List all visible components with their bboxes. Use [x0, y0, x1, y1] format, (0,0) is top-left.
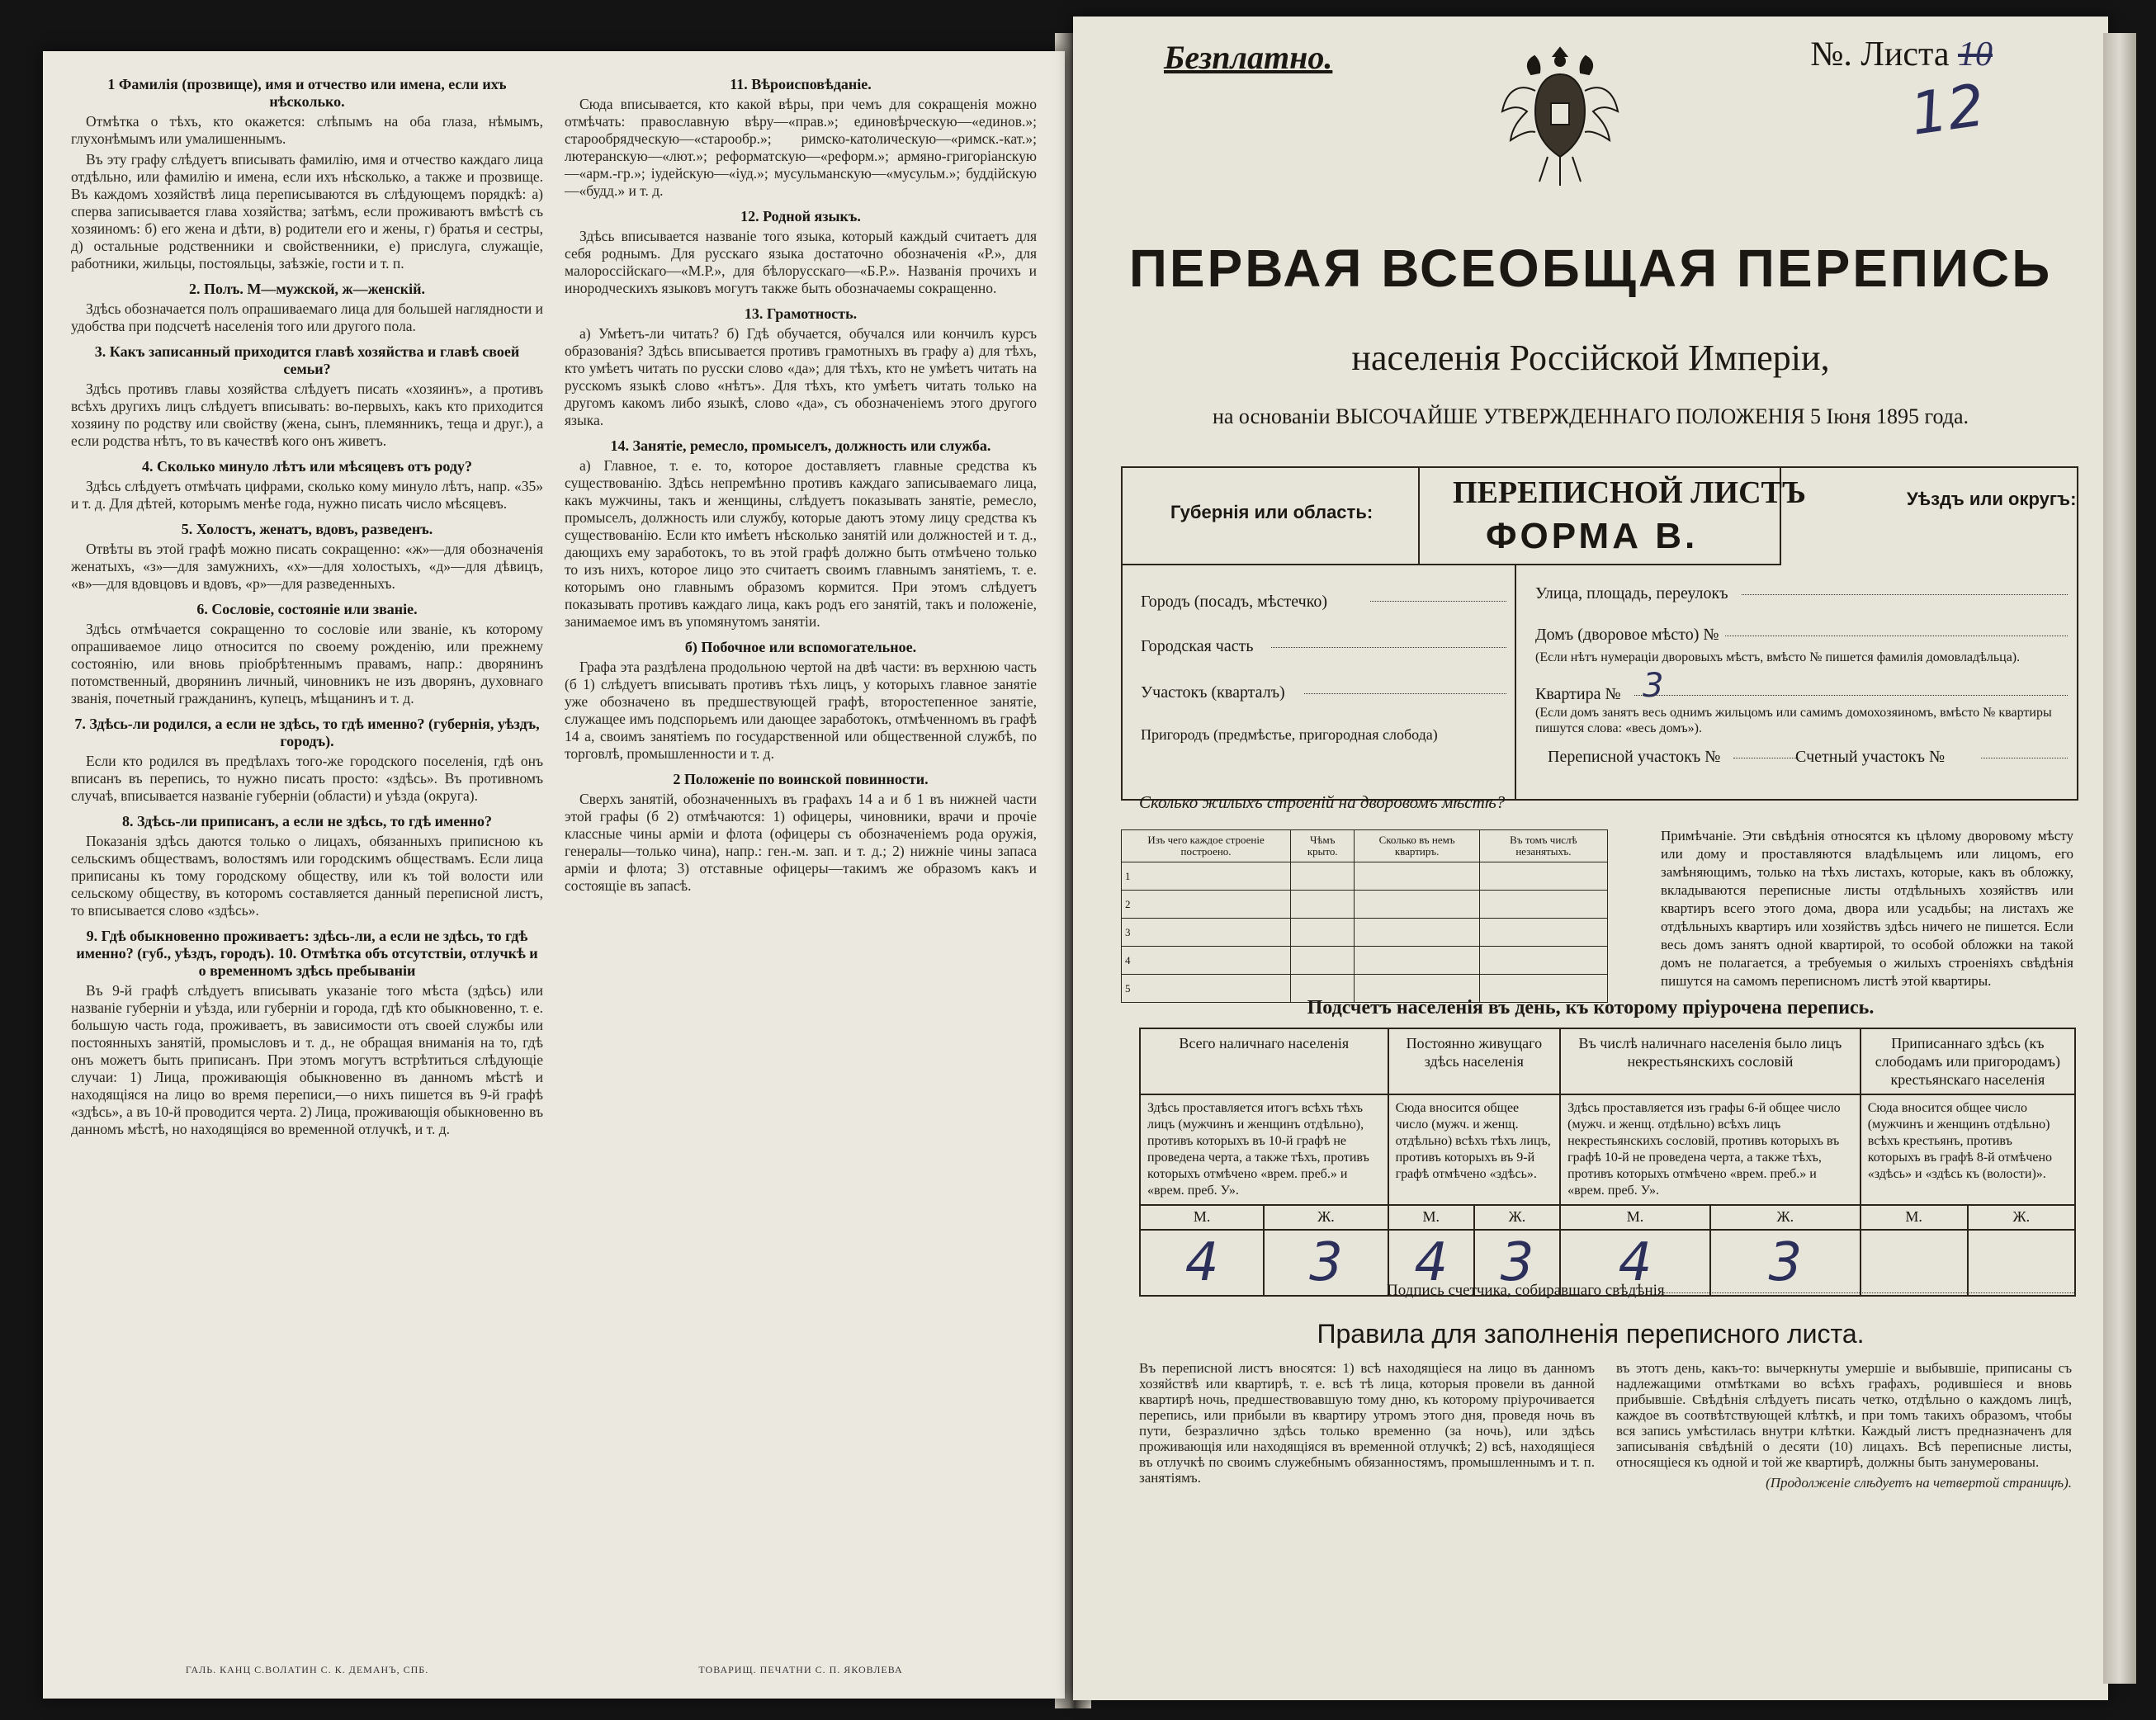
section-text: Графа эта раздѣлена продольною чертой на двѣ части: въ верхнюю часть (б 1) слѣдуетъ вписывать противъ тѣхъ лицъ, у которыхъ главное занятіе уже обозначено въ предшествующей графѣ, второстепенное занятіе, служащее имъ подспорьемъ или дающее заработокъ, отмѣченномъ въ графѣ 14 а, своимъ занятіемъ по государственной или общественной службѣ, по торговлѣ, промышленности и т. д. — [565, 659, 1037, 762]
section-text: Сюда вписывается, кто какой вѣры, при чемъ для сокращенія можно отмѣчать: православную вѣру—«прав.»; единовѣрческую—«единов.»; старообрядческую—«старообр.»; римско-католическую—«римск.-кат.»; лютеранскую—«лют.»; реформатскую—«реформ.»; армяно-григоріанскую—«арм.-гр.»; іудейскую—«іуд.»; мусульманскую—«мусульм.»; буддійскую—«будд.» и т. д. — [565, 96, 1037, 199]
section-text: Отмѣтка о тѣхъ, кто окажется: слѣпымъ на оба глаза, нѣмымъ, глухонѣмымъ или умалишеннымъ. — [71, 113, 543, 147]
section-text: Въ 9-й графѣ слѣдуетъ вписывать указаніе того мѣста (здѣсь) или названіе губерніи и уѣзда, или губерніи и города, гдѣ кто обыкновенно, т. е. большую часть года, проживаетъ, въ зависимости отъ своей службы или постоянныхъ занятій, промысловъ и т. д., не обращая вниманія на то, гдѣ онъ можетъ быть приписанъ. При этомъ могутъ встрѣтиться слѣдующіе случаи: 1) Лица, проживающія обыкновенно въ данномъ мѣстѣ и находящіяся на лицо во время переписи,—о нихъ пишется въ 9-й графѣ «здѣсь», а въ 10-й проводится черта. 2) Лица, проживающія обыкновенно въ данномъ мѣстѣ, но находящіяся во временной отлучкѣ, и т. д. — [71, 982, 543, 1137]
buildings-row — [1122, 862, 1608, 891]
section-text: Показанія здѣсь даются только о лицахъ, обязанныхъ приписною къ сельскимъ обществамъ, волостямъ или городскимъ обществамъ. Если лица приписаны къ тому городскому обществу, или къ той волости или сельскому обществу, въ которомъ составляется данный переписной листъ, то вписывается слово «здѣсь». — [71, 833, 543, 919]
buildings-row — [1122, 947, 1608, 975]
rules-continued: (Продолженіе слѣдуетъ на четвертой страницѣ). — [1766, 1475, 2072, 1491]
section-text: Въ эту графу слѣдуетъ вписывать фамилію, имя и отчество каждаго лица отдѣльно, или фамилію и имена, если ихъ нѣсколько, а также и прозвище. Въ каждомъ хозяйствѣ лица переписываются въ слѣдующемъ порядкѣ: а) сперва записывается глава хозяйства; затѣмъ, если проживаютъ вмѣстѣ съ хозяиномъ: б) его жена и дѣти, в) родители его и жены, г) братья и сестры, д) остальные родственники и свойственники, е) прислуга, служащіе, работники, жильцы, постояльцы, заѣзжіе, гости и т. п. — [71, 151, 543, 272]
rules-title: Правила для заполненія переписного листа. — [1317, 1319, 1865, 1349]
suburb-label: Пригородъ (предмѣстье, пригородная слобода) — [1141, 726, 1438, 743]
buildings-cell — [1355, 862, 1479, 891]
female-count: 3 — [1710, 1230, 1860, 1296]
section-heading: 4. Сколько минуло лѣтъ или мѣсяцевъ отъ роду? — [142, 458, 472, 475]
city-field — [1370, 601, 1506, 602]
male-label: М. — [1140, 1205, 1264, 1230]
apartment-field — [1634, 695, 2068, 696]
rules-column-2-text: въ этотъ день, какъ-то: вычеркнуты умершіе и выбывшіе, приписаны съ надлежащими отмѣтками во всѣхъ графахъ, родившіеся и вновь прибывшіе. Свѣдѣнія слѣдуетъ писать четко, отдѣльно о каждомъ лицѣ, каждое въ соотвѣтствующей клѣткѣ, и при томъ такихъ образомъ, чтобы вся запись умѣстилась внутри клѣтки. Каждый листъ предназначенъ для записыванія свѣдѣній о десяти (10) лицахъ. Всѣ переписные листы, относящіеся къ одной и той же квартирѣ, должны быть занумерованы. — [1616, 1360, 2072, 1470]
buildings-row — [1122, 919, 1608, 947]
population-column-description: Здѣсь проставляется изъ графы 6-й общее число (мужч. и женщ. отдѣльно) всѣхъ лицъ некрестьянскихъ сословій, противъ которыхъ въ графѣ 10-й не проведена черта, а также тѣхъ, противъ которыхъ отмѣчено «врем. преб.» и «врем. преб. У». — [1560, 1094, 1860, 1205]
apartment-value: 3 — [1643, 667, 1664, 705]
section-text: а) Главное, т. е. то, которое доставляетъ главные средства къ существованію. Здѣсь непремѣнно противъ каждаго записываемаго лица, какъ мужчины, такъ и женщины, слѣдуетъ показывать занятіе, ремесло, промыселъ, должность или службу, которые даютъ этому лицу средства къ существованію. Если кто имѣетъ нѣсколько занятій или должностей и т. д., дающихъ ему заработокъ, то въ этой графѣ должно быть отмѣчено только то изъ нихъ, которое лицо это считаетъ своимъ главнымъ занятіемъ, т. е. которымъ оно главнымъ образомъ кормится. При этомъ слѣдуетъ показывать противъ каждаго лица, какъ родъ его занятій, такъ и положеніе, занимаемое имъ въ упомянутомъ занятіи. — [565, 457, 1037, 630]
section-text: Здѣсь слѣдуетъ отмѣчать цифрами, сколько кому минуло лѣтъ, напр. «35» и т. д. Для дѣтей, которымъ менѣе года, нужно писать число мѣсяцевъ. — [71, 478, 543, 512]
house-note: (Если нѣтъ нумераціи дворовыхъ мѣстъ, вмѣсто № пишется фамилія домовладѣльца). — [1535, 650, 2021, 664]
page-edge — [2103, 33, 2136, 1684]
buildings-cell — [1479, 947, 1607, 975]
buildings-cell — [1291, 862, 1355, 891]
printer-imprint: ТОВАРИЩ. ПЕЧАТНИ С. П. ЯКОВЛЕВА — [698, 1664, 903, 1675]
free-label: Безплатно. — [1164, 39, 1333, 76]
buildings-cell — [1479, 919, 1607, 947]
buildings-cell — [1291, 919, 1355, 947]
counting-section-label: Счетный участокъ № — [1795, 748, 1946, 766]
buildings-cell — [1479, 891, 1607, 919]
signature-field — [1663, 1292, 2076, 1293]
sheet-number — [1810, 35, 1993, 74]
population-column-head: Постоянно живущаго здѣсь населенія — [1388, 1028, 1561, 1094]
section-heading: 8. Здѣсь-ли приписанъ, а если не здѣсь, то гдѣ именно? — [121, 813, 492, 829]
buildings-note: Примѣчаніе. Эти свѣдѣнія относятся къ цѣлому дворовому мѣсту или дому и проставляются владѣльцемъ или лицомъ, его замѣняющимъ, только на тѣхъ листахъ, которые, какъ въ обложку, вкладываются переписные листы отдѣльныхъ хозяйствъ или квартиръ всего этого дома, двора или усадьбы; на листахъ же отдѣльныхъ квартиръ или хозяйствъ здѣсь ничего не пишется. Если весь домъ занятъ одной квартирой, то особой обложки на такой домъ не полагается, а требуемыя о жилыхъ строеніяхъ свѣдѣнія пишутся на самомъ переписномъ листѣ этой квартиры. — [1661, 828, 2073, 989]
form-divider — [1515, 565, 1516, 801]
section-text: Здѣсь отмѣчается сокращенно то сословіе или званіе, къ которому опрашиваемое лицо относится по своему рожденію, или прежнему состоянію, или вновь пріобрѣтеннымъ правамъ, напр.: дворянинъ потомственный, дворянинъ личный, чиновникъ не изъ дворянъ, духовнаго званія, почетный гражданинъ, купецъ, мѣщанинъ и т. д. — [71, 621, 543, 706]
population-column-description: Сюда вносится общее число (мужчинъ и женщинъ отдѣльно) всѣхъ крестьянъ, противъ которыхъ въ графѣ 8-й отмѣчено «здѣсь» и «здѣсь къ (волости)». — [1860, 1094, 2075, 1205]
double-headed-eagle-emblem-icon — [1498, 41, 1622, 190]
buildings-cell — [1291, 891, 1355, 919]
section-heading: 5. Холостъ, женатъ, вдовъ, разведенъ. — [181, 521, 433, 537]
buildings-cell — [1291, 947, 1355, 975]
rules-text — [1139, 1360, 2072, 1491]
female-label: Ж. — [1474, 1205, 1560, 1230]
buildings-cell: 4 — [1122, 947, 1291, 975]
male-label: М. — [1560, 1205, 1710, 1230]
section-text: Если кто родился въ предѣлахъ того-же городского поселенія, гдѣ онъ вписанъ въ перепись, то нужно писать просто: «здѣсь». Въ противномъ случаѣ, вписывается названіе губерніи (области) и уѣзда (округа). — [71, 753, 543, 804]
male-count: 4 — [1560, 1230, 1710, 1296]
population-column-description: Сюда вносится общее число (мужч. и женщ. отдѣльно) всѣхъ тѣхъ лицъ, противъ которыхъ въ 9-й графѣ отмѣчено «здѣсь». — [1388, 1094, 1561, 1205]
apartment-note: (Если домъ занятъ весь однимъ жильцомъ или самимъ домохозяиномъ, вмѣсто № квартиры пишутся слова: «весь домъ»). — [1535, 706, 2052, 735]
section-text: Здѣсь вписывается названіе того языка, который каждый считаетъ для себя роднымъ. Для русскаго языка достаточно обозначенія «Р.», для малороссійскаго—«М.Р.», для бѣлорусскаго—«Б.Р.». Названія прочихъ и инородческихъ языковъ могутъ также быть обозначаемы сокращенно. — [565, 228, 1037, 296]
section-heading: 14. Занятіе, ремесло, промыселъ, должность или служба. — [610, 437, 991, 454]
sheet-number-struck: 10 — [1958, 35, 1993, 73]
street-field — [1742, 594, 2068, 595]
buildings-cell — [1479, 862, 1607, 891]
female-count: 3 — [1264, 1230, 1388, 1296]
rules-column-2 — [1616, 1360, 2072, 1491]
section-heading: 11. Вѣроисповѣданіе. — [730, 76, 872, 92]
buildings-table — [1121, 829, 1608, 1003]
province-label: Губернія или область: — [1170, 502, 1374, 522]
subtitle: населенія Россійской Имперіи, — [1351, 338, 1830, 378]
signature-label: Подпись счетчика, собиравшаго свѣдѣнія — [1387, 1282, 1665, 1299]
section-heading: 2 Положеніе по воинской повинности. — [673, 771, 929, 787]
district-label: Уѣздъ или округъ: — [1907, 489, 2077, 509]
section-heading: 3. Какъ записанный приходится главѣ хозяйства и главѣ своей семьи? — [94, 343, 520, 377]
buildings-header-cell: Сколько въ немъ квартиръ. — [1355, 830, 1479, 862]
male-label: М. — [1860, 1205, 1968, 1230]
form-name: ФОРМА В. — [1486, 516, 1699, 556]
buildings-cell — [1355, 891, 1479, 919]
female-label: Ж. — [1968, 1205, 2075, 1230]
population-column-head: Всего наличнаго населенія — [1140, 1028, 1388, 1094]
buildings-header-cell: Чѣмъ крыто. — [1291, 830, 1355, 862]
buildings-cell: 1 — [1122, 862, 1291, 891]
buildings-question: Сколько жилыхъ строеній на дворовомъ мѣстѣ? — [1139, 792, 1506, 812]
rules-column-1: Въ переписной листъ вносятся: 1) всѣ находящіеся на лицо въ данномъ хозяйствѣ или квартирѣ, т. е. всѣ тѣ лица, которыя провели въ данной квартирѣ ночь, предшествовавшую тому дню, къ которому пріурочивается перепись, или прибыли въ квартиру утромъ этого дня, проведя ночь въ пути, безразлично здѣсь только временно (за ночь), или здѣсь проживающія или находящіяся въ временной отлучкѣ; 2) всѣ, находящіеся въ отлучкѣ по своимъ служебнымъ обязанностямъ, промышленнымъ и т. п. занятіямъ. — [1139, 1360, 1595, 1486]
section-text: Здѣсь противъ главы хозяйства слѣдуетъ писать «хозяинъ», а противъ всѣхъ другихъ лицъ слѣдуетъ вписывать: во-первыхъ, какъ кто приходится хозяину по родству или свойству (жена, сынъ, племянникъ, теща и друг.), а если родства нѣтъ, то въ качествѣ кого онъ живетъ. — [71, 380, 543, 449]
buildings-row — [1122, 891, 1608, 919]
buildings-cell: 2 — [1122, 891, 1291, 919]
instructions-column-2 — [565, 71, 1037, 1679]
printer-imprint: ГАЛЬ. КАНЦ С.ВОЛАТИН С. К. ДЕМАНЪ, СПБ. — [185, 1664, 429, 1675]
section-text: а) Умѣетъ-ли читать? б) Гдѣ обучается, обучался или кончилъ курсъ образованія? Здѣсь вписывается противъ грамотныхъ въ графу а) для тѣхъ, кто умѣетъ читать по русски слово «да»; для тѣхъ, кто не умѣетъ читать на русскомъ языкѣ слово «нѣтъ». Для тѣхъ, кто умѣетъ читать только на другомъ какомъ либо языкѣ, слово «да», съ обозначеніемъ этого другого языка. — [565, 325, 1037, 428]
buildings-cell — [1355, 919, 1479, 947]
section-heading: 12. Родной языкъ. — [740, 208, 861, 224]
male-count — [1860, 1230, 1968, 1296]
section-heading: 2. Полъ. М—мужской, ж—женскій. — [188, 281, 426, 297]
female-count: 3 — [1474, 1230, 1560, 1296]
section-heading: 6. Сословіе, состояніе или званіе. — [196, 601, 418, 617]
male-count: 4 — [1388, 1230, 1474, 1296]
sheet-number-label: №. Листа — [1810, 35, 1950, 73]
section-text: Здѣсь обозначается полъ опрашиваемаго лица для большей наглядности и удобства при подсчетѣ населенія того или другого пола. — [71, 300, 543, 334]
section-heading: б) Побочное или вспомогательное. — [684, 639, 917, 655]
census-section-label: Переписной участокъ № — [1548, 748, 1721, 766]
buildings-header-cell: Въ томъ числѣ незанятыхъ. — [1479, 830, 1607, 862]
buildings-cell — [1355, 947, 1479, 975]
buildings-cell: 3 — [1122, 919, 1291, 947]
population-title: Подсчетъ населенія въ день, къ которому пріурочена перепись. — [1307, 997, 1875, 1018]
city-part-field — [1271, 647, 1506, 648]
main-title: ПЕРВАЯ ВСЕОБЩАЯ ПЕРЕПИСЬ — [1128, 239, 2053, 298]
sheet-number-handwritten: 12 — [1906, 71, 1989, 149]
precinct-field — [1304, 693, 1506, 694]
left-page — [43, 51, 1065, 1699]
section-text: Отвѣты въ этой графѣ можно писать сокращенно: «ж»—для обозначенія женатыхъ, «з»—для замужнихъ, «х»—для холостыхъ, «д»—для дѣвицъ, «в»—для вдовцовъ и вдовъ, «р»—для разведенныхъ. — [71, 541, 543, 592]
precinct-label: Участокъ (кварталъ) — [1141, 683, 1285, 702]
street-label: Улица, площадь, переулокъ — [1535, 584, 1728, 602]
section-heading: 7. Здѣсь-ли родился, а если не здѣсь, то гдѣ именно? (губернія, уѣздъ, городъ). — [74, 716, 540, 749]
male-count: 4 — [1140, 1230, 1264, 1296]
section-text: Сверхъ занятій, обозначенныхъ въ графахъ 14 а и б 1 въ нижней части этой графы (б 2) отмѣчаются: 1) офицеры, чиновники, врачи и прочіе классные чины арміи и флота (офицеры съ обозначеніемъ рода оружія, генералы—только чина), напр.: ген.-м. зап. и т. д.; 2) нижніе чины запаса арміи и флота; 3) отставные офицеры—такимъ же образомъ какъ и состоящіе въ запасѣ. — [565, 791, 1037, 894]
population-column-description: Здѣсь проставляется итогъ всѣхъ тѣхъ лицъ (мужчинъ и женщинъ отдѣльно), противъ которыхъ въ 10-й графѣ не проведена черта, а также тѣхъ, противъ которыхъ отмѣчено «врем. преб.» и «врем. преб. У». — [1140, 1094, 1388, 1205]
instructions-column-1 — [71, 71, 543, 1679]
sheet-title: ПЕРЕПИСНОЙ ЛИСТЪ — [1453, 475, 1806, 510]
buildings-cell: 5 — [1122, 975, 1291, 1003]
female-count — [1968, 1230, 2075, 1296]
legal-basis: на основаніи ВЫСОЧАЙШЕ УТВЕРЖДЕННАГО ПОЛОЖЕНІЯ 5 Іюня 1895 года. — [1212, 404, 1969, 428]
buildings-header-cell: Изъ чего каждое строеніе построено. — [1122, 830, 1291, 862]
male-label: М. — [1388, 1205, 1474, 1230]
section-heading: 9. Гдѣ обыкновенно проживаетъ: здѣсь-ли, а если не здѣсь, то гдѣ именно? (губ., уѣздъ, городъ). 10. Отмѣтка объ отсутствіи, отлучкѣ и о временномъ здѣсь пребываніи — [76, 928, 538, 979]
population-column-head: Приписаннаго здѣсь (къ слободамъ или пригородамъ) крестьянскаго населенія — [1860, 1028, 2075, 1094]
city-part-label: Городская часть — [1141, 637, 1254, 655]
section-heading: 13. Грамотность. — [744, 305, 858, 322]
apartment-label: Квартира № — [1535, 685, 1621, 703]
population-table — [1139, 1028, 2076, 1297]
house-label: Домъ (дворовое мѣсто) № — [1535, 626, 1719, 644]
female-label: Ж. — [1710, 1205, 1860, 1230]
section-heading: 1 Фамилія (прозвище), имя и отчество или имена, если ихъ нѣсколько. — [107, 76, 507, 110]
female-label: Ж. — [1264, 1205, 1388, 1230]
population-column-head: Въ числѣ наличнаго населенія было лицъ некрестьянскихъ сословій — [1560, 1028, 1860, 1094]
right-page — [1073, 17, 2108, 1700]
city-label: Городъ (посадъ, мѣстечко) — [1141, 593, 1328, 611]
